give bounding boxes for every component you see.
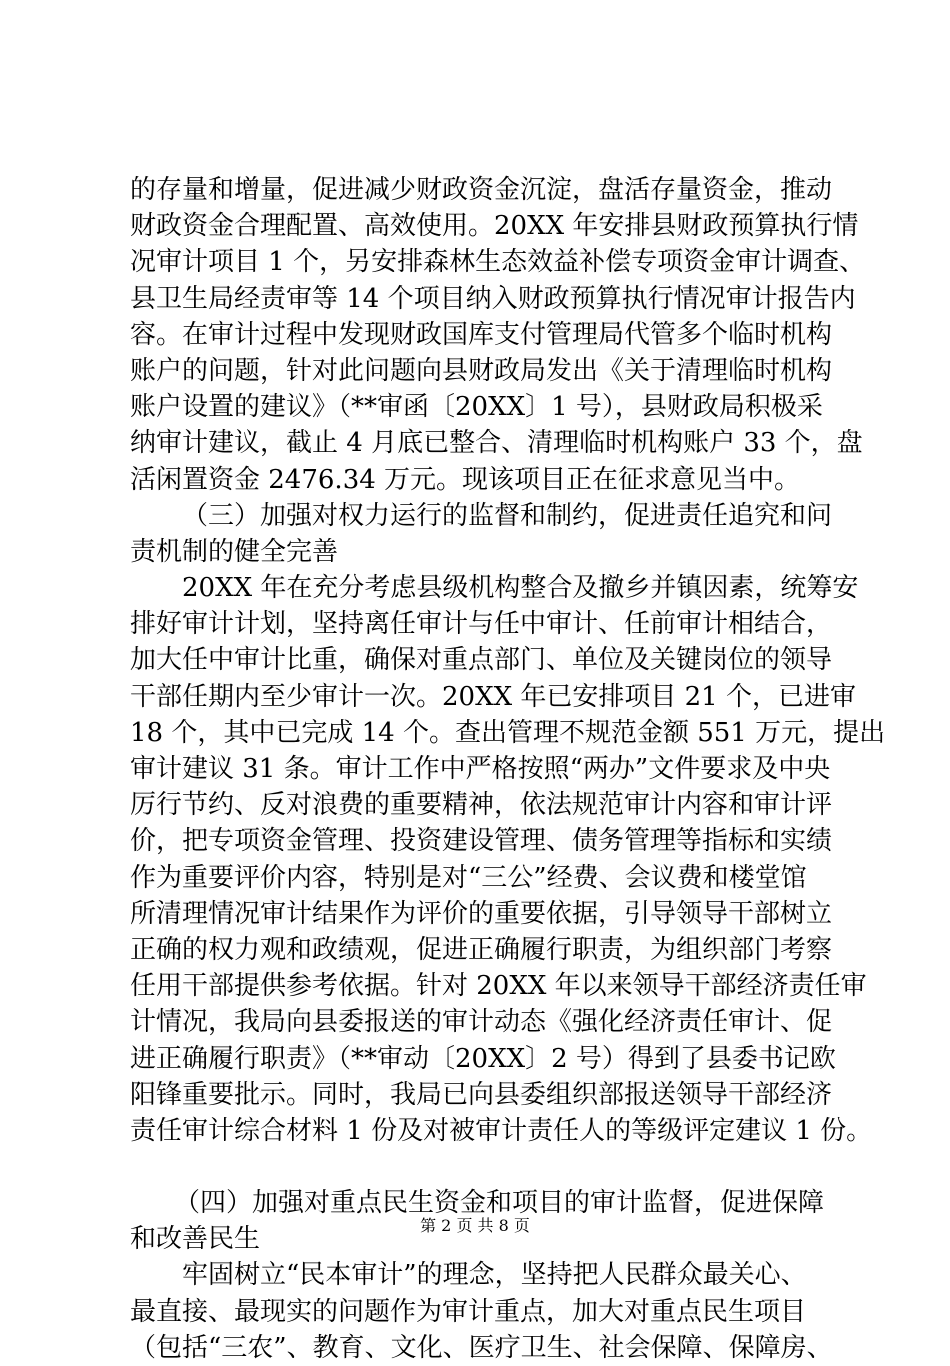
text-line: 加大任中审计比重，确保对重点部门、单位及关键岗位的领导 [130,645,833,676]
text-line: 审计建议 31 条。审计工作中严格按照“两办”文件要求及中央 [130,754,831,784]
text-line: （包括“三农”、教育、文化、医疗卫生、社会保障、保障房、 [130,1332,833,1363]
paragraph-livelihood-audit [130,1257,840,1366]
text-line: 责任审计综合材料 1 份及对被审计责任人的等级评定建议 1 份。 [130,1115,873,1146]
text-line: 的存量和增量，促进减少财政资金沉淀，盘活存量资金，推动 [130,175,833,205]
text-line: 账户设置的建议》（**审函〔20XX〕1 号），县财政局积极采 [130,392,823,423]
heading-line: 责机制的健全完善 [130,536,339,567]
heading-line: （四）加强对重点民生资金和项目的审计监督，促进保障 [174,1188,825,1219]
text-line: 账户的问题，针对此问题向县财政局发出《关于清理临时机构 [130,355,833,386]
paragraph-power-supervision [130,570,886,1149]
text-line: 容。在审计过程中发现财政国库支付管理局代管多个临时机构 [130,319,833,350]
text-line: 所清理情况审计结果作为评价的重要依据，引导领导干部树立 [130,898,833,929]
text-line: 18 个，其中已完成 14 个。查出管理不规范金额 551 万元，提出 [130,717,886,748]
text-line: 活闲置资金 2476.34 万元。现该项目正在征求意见当中。 [130,464,801,495]
heading-line: 和改善民生 [130,1224,261,1255]
document-body [130,172,886,1366]
text-line: 阳锋重要批示。同时，我局已向县委组织部报送领导干部经济 [130,1079,833,1110]
text-line: 最直接、最现实的问题作为审计重点，加大对重点民生项目 [130,1296,807,1327]
text-line: 县卫生局经责审等 14 个项目纳入财政预算执行情况审计报告内 [130,283,856,314]
text-line: 况审计项目 1 个，另安排森林生态效益补偿专项资金审计调查、 [130,247,866,278]
text-line: 进正确履行职责》（**审动〔20XX〕2 号）得到了县委书记欧 [130,1043,836,1074]
text-line: 价，把专项资金管理、投资建设管理、债务管理等指标和实绩 [130,826,833,857]
text-line: 财政资金合理配置、高效使用。20XX 年安排县财政预算执行情 [130,211,859,242]
text-line: 牢固树立“民本审计”的理念，坚持把人民群众最关心、 [182,1260,807,1291]
blank-line [130,1149,840,1185]
text-line: 厉行节约、反对浪费的重要精神，依法规范审计内容和审计评 [130,790,833,821]
text-line: 20XX 年在充分考虑县级机构整合及撤乡并镇因素，统筹安 [182,573,859,604]
text-line: 作为重要评价内容，特别是对“三公”经费、会议费和楼堂馆 [130,862,807,893]
section-heading-3 [130,498,840,570]
text-line: 计情况，我局向县委报送的审计动态《强化经济责任审计、促 [130,1007,833,1038]
page-number-footer: 第 2 页 共 8 页 [420,1216,530,1235]
heading-line: （三）加强对权力运行的监督和制约，促进责任追究和问 [182,500,833,531]
text-line: 正确的权力观和政绩观，促进正确履行职责，为组织部门考察 [130,934,833,965]
text-line: 排好审计计划，坚持离任审计与任中审计、任前审计相结合， [130,609,833,640]
paragraph-fiscal-audit [130,172,866,498]
text-line: 干部任期内至少审计一次。20XX 年已安排项目 21 个，已进审 [130,681,856,712]
text-line: 纳审计建议，截止 4 月底已整合、清理临时机构账户 33 个，盘 [130,428,863,459]
text-line: 任用干部提供参考依据。针对 20XX 年以来领导干部经济责任审 [130,971,867,1002]
